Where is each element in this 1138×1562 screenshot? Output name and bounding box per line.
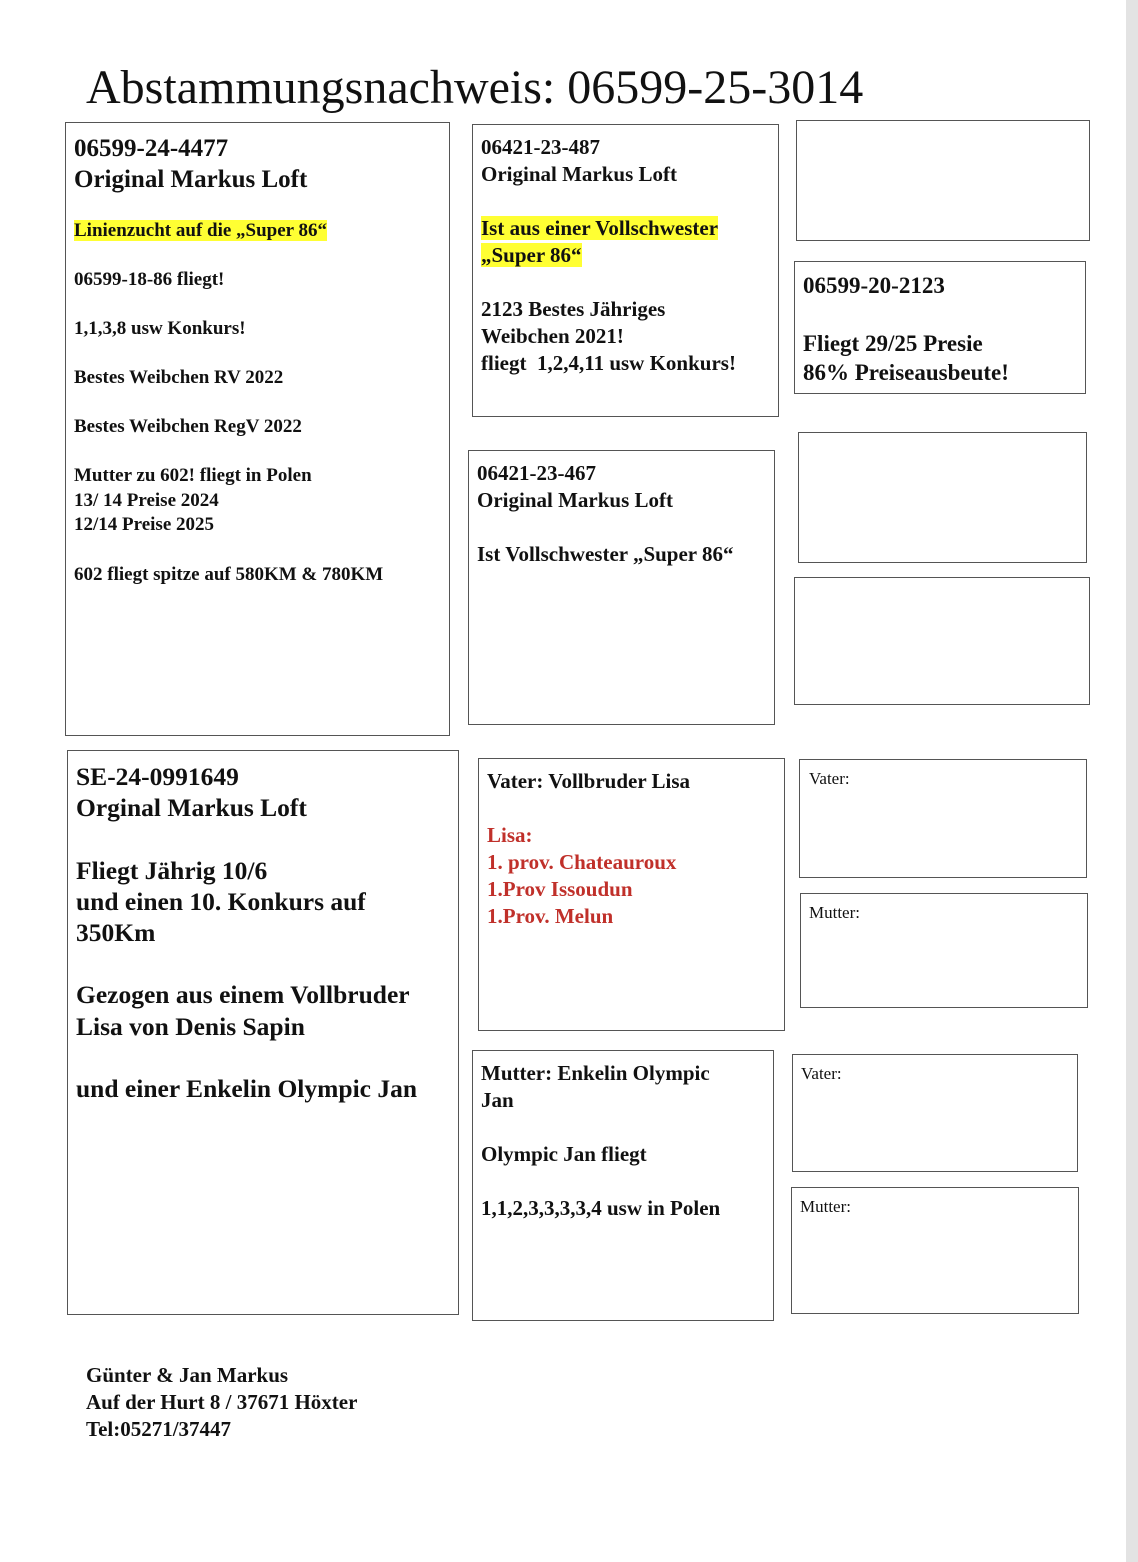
gg-ring: 06599-20-2123 — [803, 273, 945, 298]
dam-father-red: 1.Prov Issoudun — [487, 877, 633, 901]
gg-line: Fliegt 29/25 Presie — [803, 331, 983, 356]
empty-box — [796, 120, 1090, 241]
sire-highlight: Linienzucht auf die „Super 86“ — [74, 220, 328, 241]
dam-father-red: Lisa: — [487, 823, 533, 847]
dam-father-heading: Vater: Vollbruder Lisa — [487, 769, 691, 793]
sire-line: 06599-18-86 fliegt! — [74, 269, 225, 290]
sire-father-box — [472, 124, 779, 417]
empty-box — [794, 577, 1090, 705]
mutter-box — [791, 1187, 1079, 1314]
dam-father-box — [478, 758, 785, 1031]
sire-ring: 06599-24-4477 — [74, 135, 229, 162]
sire-name: Original Markus Loft — [74, 166, 308, 193]
gg-line: 86% Preiseausbeute! — [803, 360, 1009, 385]
sire-line: Bestes Weibchen RegV 2022 — [74, 416, 302, 437]
dam-father-red: 1. prov. Chateauroux — [487, 850, 677, 874]
sire-mother-note: Ist Vollschwester „Super 86“ — [477, 542, 734, 566]
sire-father-line: fliegt 1,2,4,11 usw Konkurs! — [481, 351, 736, 375]
sire-line: 1,1,3,8 usw Konkurs! — [74, 318, 246, 339]
address-phone: Tel:05271/37447 — [86, 1417, 232, 1441]
sire-mother-name: Original Markus Loft — [477, 488, 674, 512]
sire-father-ring: 06421-23-487 — [481, 135, 600, 159]
mutter-label: Mutter: — [800, 1197, 851, 1216]
dam-mother-heading: Mutter: Enkelin Olympic — [481, 1061, 710, 1085]
sire-father-line: Weibchen 2021! — [481, 324, 624, 348]
dam-box — [67, 750, 459, 1315]
sire-father-highlight: „Super 86“ — [481, 243, 582, 267]
vater-box — [799, 759, 1087, 878]
page-title: Abstammungsnachweis: 06599-25-3014 — [86, 61, 864, 114]
sire-line: Bestes Weibchen RV 2022 — [74, 367, 284, 388]
dam-mother-heading: Jan — [481, 1088, 514, 1112]
dam-text: Fliegt Jährig 10/6 — [76, 855, 268, 885]
dam-text: 350Km — [76, 918, 156, 948]
address-block — [86, 1362, 357, 1443]
dam-text: und einen 10. Konkurs auf — [76, 886, 366, 916]
vater-box — [792, 1054, 1078, 1172]
dam-ring: SE-24-0991649 — [76, 762, 239, 791]
sire-mother-box — [468, 450, 775, 725]
mutter-label: Mutter: — [809, 903, 860, 922]
sire-box — [65, 122, 450, 736]
sire-mother-ring: 06421-23-467 — [477, 461, 596, 485]
dam-text: und einer Enkelin Olympic Jan — [76, 1074, 418, 1104]
sire-father-name: Original Markus Loft — [481, 162, 678, 186]
sire-mother-info: 13/ 14 Preise 2024 — [74, 489, 219, 511]
sire-mother-info: 12/14 Preise 2025 — [74, 514, 215, 535]
dam-mother-line: 1,1,2,3,3,3,3,4 usw in Polen — [481, 1196, 721, 1220]
dam-name: Orginal Markus Loft — [76, 793, 307, 823]
sire-mother-info: Mutter zu 602! fliegt in Polen — [74, 465, 312, 486]
gg-box — [794, 261, 1086, 394]
sire-father-line: 2123 Bestes Jähriges — [481, 297, 666, 321]
address-street: Auf der Hurt 8 / 37671 Höxter — [86, 1390, 358, 1414]
sire-last: 602 fliegt spitze auf 580KM & 780KM — [74, 563, 384, 585]
vater-label: Vater: — [801, 1064, 842, 1083]
dam-text: Gezogen aus einem Vollbruder — [76, 980, 410, 1010]
sire-father-highlight: Ist aus einer Vollschwester — [481, 216, 719, 240]
dam-father-red: 1.Prov. Melun — [487, 904, 614, 928]
empty-box — [798, 432, 1087, 563]
address-name: Günter & Jan Markus — [86, 1363, 289, 1387]
scrollbar[interactable] — [1126, 0, 1138, 1562]
dam-text: Lisa von Denis Sapin — [76, 1011, 305, 1041]
dam-mother-box — [472, 1050, 774, 1321]
dam-mother-line: Olympic Jan fliegt — [481, 1142, 647, 1166]
mutter-box — [800, 893, 1088, 1008]
vater-label: Vater: — [809, 769, 850, 788]
